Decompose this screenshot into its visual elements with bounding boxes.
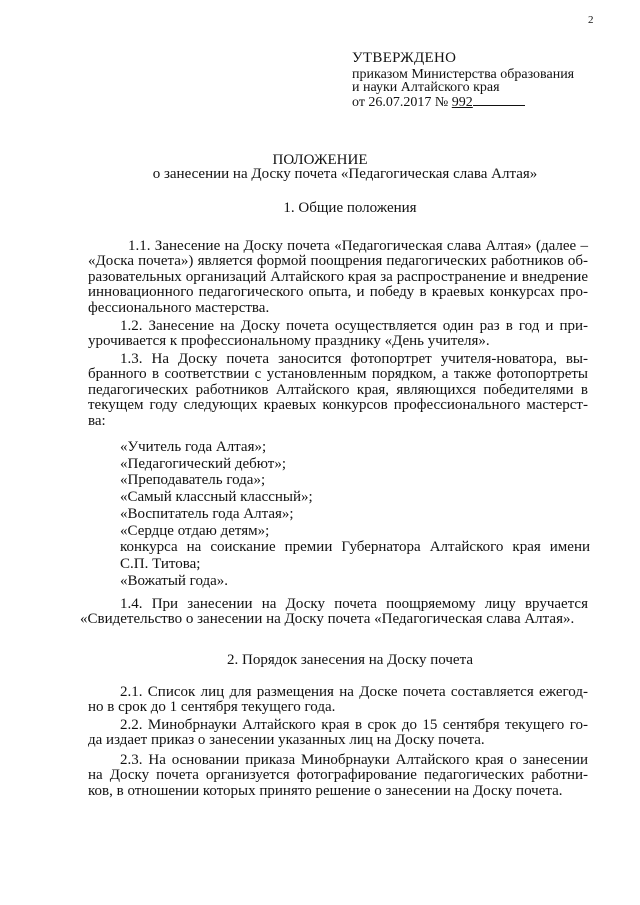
list-item: «Сердце отдаю детям»;	[120, 522, 270, 539]
approval-number: 992	[451, 94, 473, 110]
document-subtitle: о занесении на Доску почета «Педагогическая слава Алтая»	[152, 166, 538, 182]
paragraph-1-2	[88, 319, 588, 350]
text-line: ва:	[88, 412, 106, 429]
contest-list	[120, 439, 590, 589]
paragraph-2-3	[88, 753, 588, 799]
text-line: текущем году следующих краевых конкурсов профессионального мастерст-	[88, 397, 588, 414]
approval-block	[352, 52, 574, 109]
text-line: 1.2. Занесение на Доску почета осуществляется один раз в год и при-	[120, 318, 588, 334]
section-1-heading: 1. Общие положения	[283, 200, 417, 216]
text-line: разовательных организаций Алтайского края за распространение и внедрение	[88, 268, 588, 285]
text-line: «Свидетельство о занесении на Доску почета «Педагогическая слава Алтая».	[80, 611, 575, 628]
document-title: ПОЛОЖЕНИЕ	[272, 152, 368, 168]
text-line: 1.1. Занесение на Доску почета «Педагогическая слава Алтая» (далее –	[128, 238, 588, 254]
approval-date-line	[352, 95, 574, 110]
text-line: но в срок до 1 сентября текущего года.	[88, 699, 336, 716]
text-line: педагогических работников Алтайского края, являющихся победителями в	[88, 381, 588, 398]
list-item: «Воспитатель года Алтая»;	[120, 505, 294, 522]
text-line: урочивается к профессиональному празднику «День учителя».	[88, 333, 490, 350]
text-line: «Доска почета») является формой поощрения педагогических работников об-	[88, 253, 588, 270]
list-item: конкурса на соискание премии Губернатора Алтайского края имени	[120, 539, 590, 556]
approval-line-2: и науки Алтайского края	[352, 80, 500, 95]
text-line: на Доску почета организуется фотографирование педагогических работни-	[88, 767, 588, 784]
text-line: инновационного педагогического опыта, и победу в краевых конкурсах про-	[88, 284, 588, 301]
text-line: бранного в соответствии с установленным порядком, а также фотопортреты	[88, 366, 588, 383]
text-line: да издает приказ о занесении указанных лиц на Доску почета.	[88, 732, 485, 749]
paragraph-1-4	[80, 596, 588, 628]
text-line: 2.3. На основании приказа Минобрнауки Алтайского края о занесении	[120, 752, 588, 768]
paragraph-1-3	[88, 352, 588, 429]
paragraph-2-1	[88, 685, 588, 716]
list-item: «Преподаватель года»;	[120, 472, 266, 489]
approval-line-1: приказом Министерства образования	[352, 66, 575, 82]
list-item: «Учитель года Алтая»;	[120, 439, 267, 455]
text-line: ков, в отношении которых принято решение о занесении на Доску почета.	[88, 782, 563, 799]
approval-number-blank	[473, 95, 525, 106]
section-2-heading: 2. Порядок занесения на Доску почета	[226, 652, 473, 668]
list-item: «Самый классный классный»;	[120, 489, 313, 506]
paragraph-2-2	[88, 718, 588, 749]
text-line: фессионального мастерства.	[88, 299, 270, 316]
list-item: «Вожатый года».	[120, 572, 229, 589]
text-line: 1.3. На Доску почета заносится фотопортрет учителя-новатора, вы-	[120, 351, 588, 367]
list-item: С.П. Титова;	[120, 555, 201, 572]
text-line: 2.2. Минобрнауки Алтайского края в срок до 15 сентября текущего го-	[120, 717, 588, 733]
page-number: 2	[588, 14, 594, 26]
text-line: 1.4. При занесении на Доску почета поощряемому лицу вручается	[120, 596, 588, 612]
approval-date: от 26.07.2017 №	[352, 94, 452, 110]
approval-heading: УТВЕРЖДЕНО	[352, 50, 457, 66]
list-item: «Педагогический дебют»;	[120, 455, 287, 472]
paragraph-1-1	[88, 239, 588, 316]
text-line: 2.1. Список лиц для размещения на Доске почета составляется ежегод-	[120, 684, 588, 700]
